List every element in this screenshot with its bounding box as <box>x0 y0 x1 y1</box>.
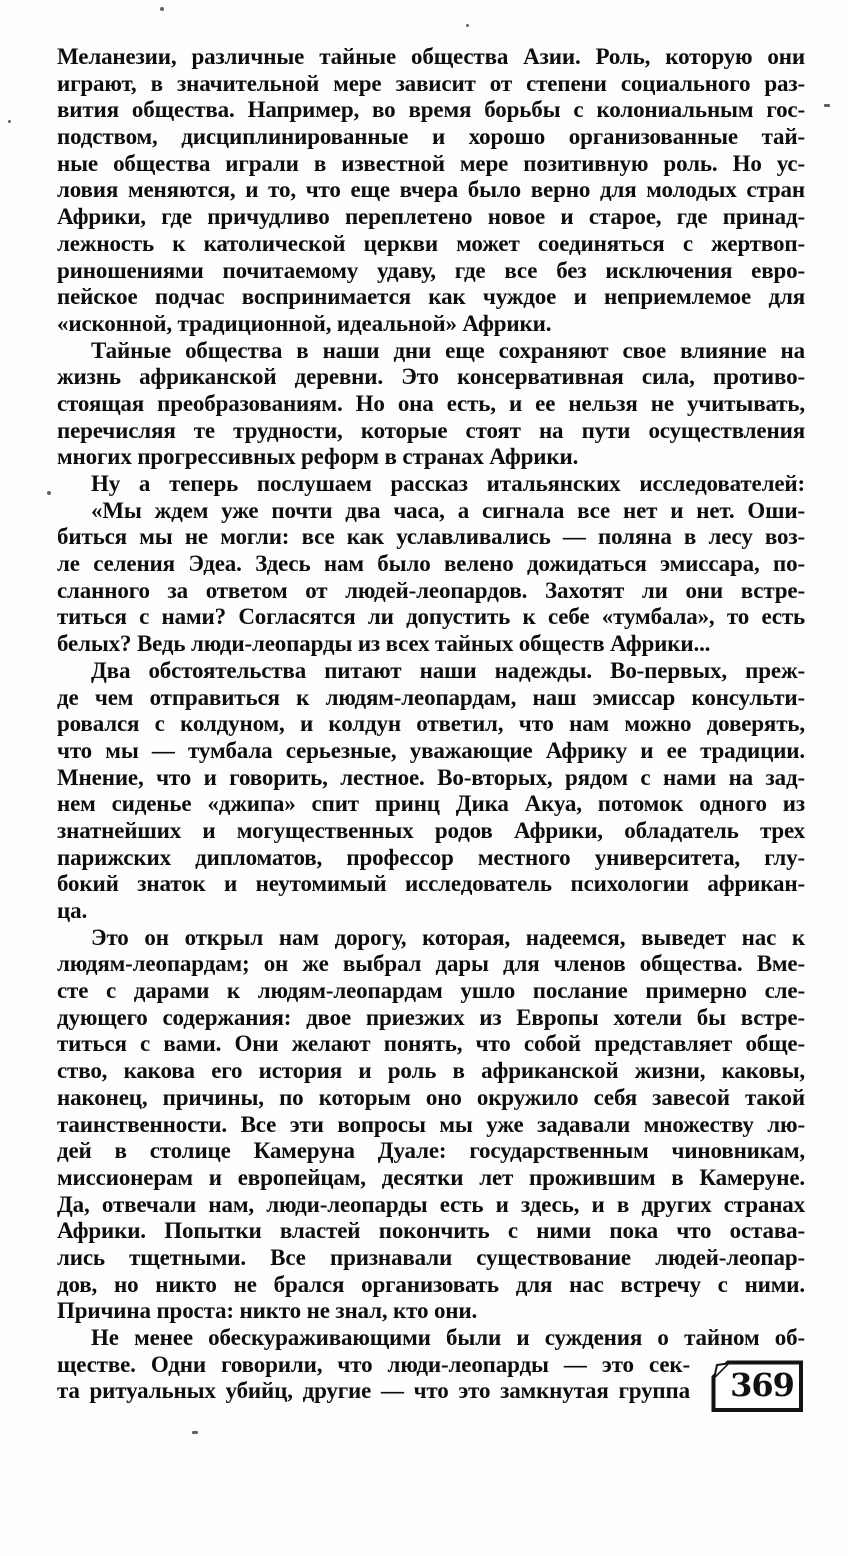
scan-speck <box>192 1431 198 1434</box>
text-line: таинственности. Все эти вопросы мы уже задавали множеству лю- <box>57 1111 805 1137</box>
text-line: стоящая преобразованиям. Но она есть, и ее нельзя не учитывать, <box>57 390 805 416</box>
text-line: та ритуальных убийц, другие — что это замкнутая группа <box>57 1378 690 1404</box>
text-line: бокий знаток и неутомимый исследователь психологии африкан- <box>57 871 805 897</box>
text-line: «Мы ждем уже почти два часа, а сигнала все нет и нет. Оши- <box>91 497 805 523</box>
text-line: ство, какова его история и роль в африканской жизни, каковы, <box>57 1058 805 1084</box>
text-line: «исконной, традиционной, идеальной» Африки. <box>57 310 552 336</box>
text-line: дей в столице Камеруна Дуале: государственным чиновникам, <box>57 1138 805 1164</box>
text-line: подством, дисциплинированные и хорошо организованные тай- <box>57 124 805 150</box>
text-line: играют, в значительной мере зависит от степени социального раз- <box>57 70 805 96</box>
text-line: перечисляя те трудности, которые стоят на пути осуществления <box>57 417 805 443</box>
text-line: Ну а теперь послушаем рассказ итальянских исследователей: <box>91 471 805 496</box>
text-line: Это он открыл нам дорогу, которая, надеемся, выведет нас к <box>91 924 805 950</box>
text-line: Африки. Попытки властей покончить с ними пока что остава- <box>57 1218 805 1244</box>
text-line: людям-леопардам; он же выбрал дары для членов общества. Вме- <box>57 951 805 977</box>
text-line: сланного за ответом от людей-леопардов. Захотят ли они встре- <box>57 577 805 603</box>
text-line: нем сиденье «джипа» спит принц Дика Акуа, потомок одного из <box>57 791 805 817</box>
text-line: Тайные общества в наши дни еще сохраняют свое влияние на <box>91 337 805 363</box>
text-line: ществе. Одни говорили, что люди-леопарды — это сек- <box>57 1351 690 1377</box>
text-line: ца. <box>57 898 88 923</box>
text-line: вития общества. Например, во время борьбы с колониальным гос- <box>57 97 805 123</box>
text-line: ловия меняются, и то, что еще вчера было верно для молодых стран <box>57 177 805 203</box>
text-line: миссионерам и европейцам, десятки лет прожившим в Камеруне. <box>57 1164 805 1190</box>
text-line: ные общества играли в известной мере позитивную роль. Но ус- <box>57 150 805 176</box>
scan-speck <box>824 104 830 107</box>
text-line: риношениями почитаемому удаву, где все без исключения евро- <box>57 257 805 283</box>
scan-speck <box>466 24 469 27</box>
text-block <box>57 44 805 1405</box>
text-line: наконец, причины, по которым оно окружило себя завесой такой <box>57 1084 805 1110</box>
text-line: пейское подчас воспринимается как чуждое и неприемлемое для <box>57 284 805 310</box>
scan-speck <box>160 7 164 11</box>
scan-speck <box>8 120 11 123</box>
text-line: Меланезии, различные тайные общества Азии. Роль, которую они <box>57 44 805 69</box>
text-line: Мнение, что и говорить, лестное. Во-вторых, рядом с нами на зад- <box>57 764 805 790</box>
text-line: биться мы не могли: все как уславливались — поляна в лесу воз- <box>57 524 805 550</box>
text-line: Да, отвечали нам, люди-леопарды есть и здесь, и в других странах <box>57 1191 805 1217</box>
page-number: 369 <box>730 1366 794 1404</box>
text-line: Причина проста: никто не знал, кто они. <box>57 1298 478 1324</box>
text-line: что мы — тумбала серьезные, уважающие Африку и ее традиции. <box>57 737 805 763</box>
text-line: титься с нами? Согласятся ли допустить к себе «тумбала», то есть <box>57 604 805 630</box>
page-number-badge <box>711 1360 804 1413</box>
text-line: жизнь африканской деревни. Это консервативная сила, противо- <box>57 364 805 390</box>
scan-speck <box>47 491 51 495</box>
text-line: ровался с колдуном, и колдун ответил, что нам можно доверять, <box>57 711 805 737</box>
text-line: лись тщетными. Все признавали существование людей-леопар- <box>57 1244 805 1270</box>
text-line: лежность к католической церкви может соединяться с жертвоп- <box>57 230 805 256</box>
text-line: титься с вами. Они желают понять, что собой представляет обще- <box>57 1031 805 1057</box>
text-line: де чем отправиться к людям-леопардам, наш эмиссар консульти- <box>57 684 805 710</box>
text-line: многих прогрессивных реформ в странах Африки. <box>57 444 579 470</box>
text-line: Два обстоятельства питают наши надежды. Во-первых, преж- <box>91 657 805 683</box>
text-line: дующего содержания: двое приезжих из Европы хотели бы встре- <box>57 1004 805 1030</box>
text-line: Не менее обескураживающими были и суждения о тайном об- <box>91 1325 805 1350</box>
text-line: парижских дипломатов, профессор местного университета, глу- <box>57 844 805 870</box>
text-line: сте с дарами к людям-леопардам ушло послание примерно сле- <box>57 978 805 1004</box>
text-line: белых? Ведь люди-леопарды из всех тайных обществ Африки... <box>57 631 711 657</box>
text-line: знатнейших и могущественных родов Африки, обладатель трех <box>57 817 805 843</box>
text-line: Африки, где причудливо переплетено новое и старое, где принад- <box>57 204 805 230</box>
text-line: дов, но никто не брался организовать для нас встречу с ними. <box>57 1271 805 1297</box>
text-line: ле селения Эдеа. Здесь нам было велено дожидаться эмиссара, по- <box>57 551 805 577</box>
